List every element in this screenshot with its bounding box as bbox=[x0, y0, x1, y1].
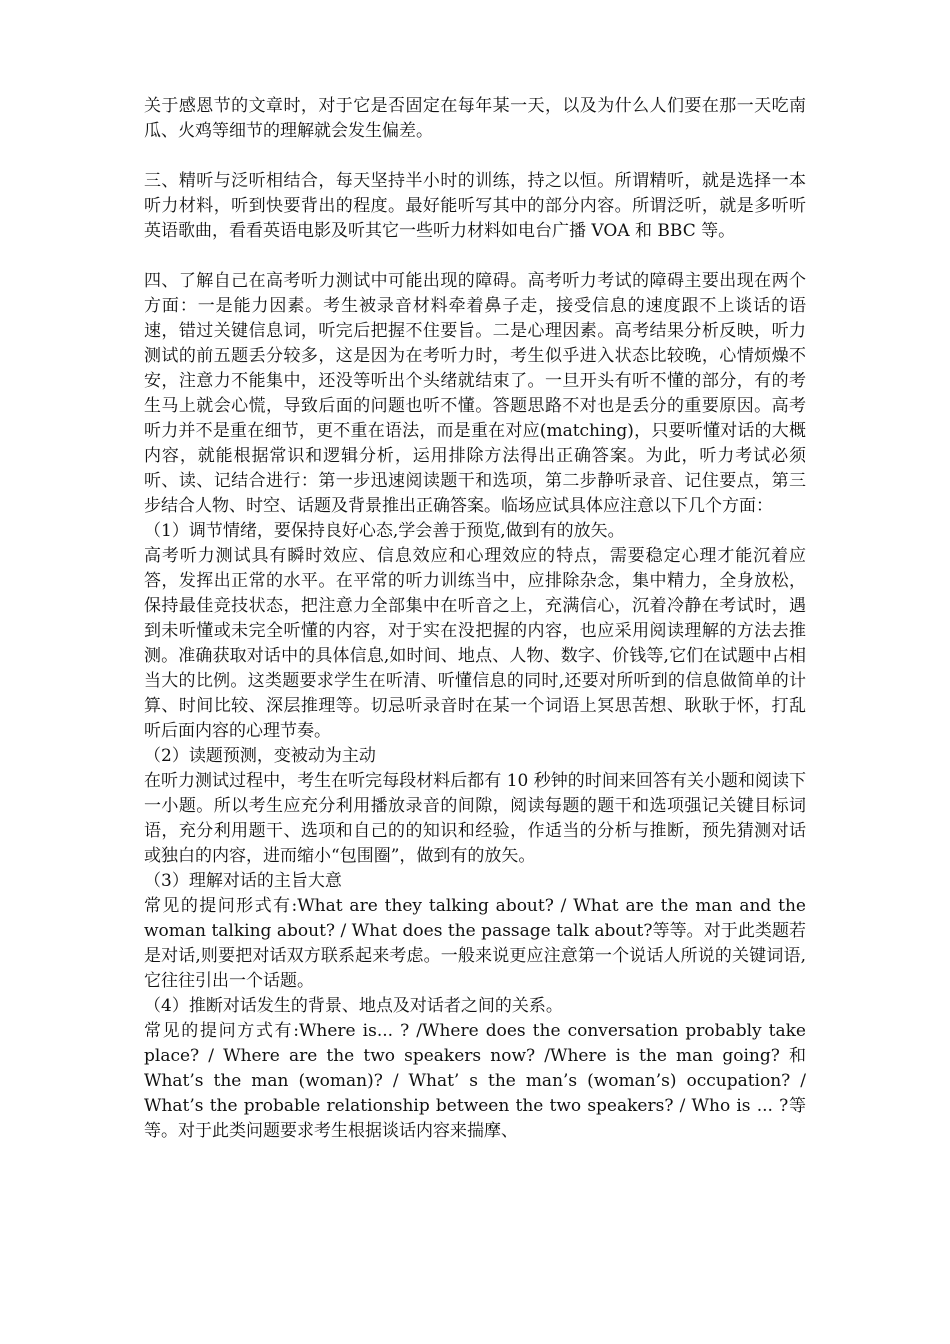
item-3-heading: （3）理解对话的主旨大意 bbox=[144, 871, 342, 891]
item-3-body: 常见的提问形式有:What are they talking about? / What are the man and the woman talking about? / What does the passage talk about?等等。对于此类题若是对话,则要把对话双方联系起来考虑。一般来说更应注意第一个说话人所说的关键词语,它往往引出一个话题。 bbox=[144, 896, 806, 991]
paragraph-section-three: 三、精听与泛听相结合，每天坚持半小时的训练，持之以恒。所谓精听，就是选择一本听力材料，听到快要背出的程度。最好能听写其中的部分内容。所谓泛听，就是多听听英语歌曲，看看英语电影及听其它一些听力材料如电台广播 VOA 和 BBC 等。 bbox=[144, 171, 806, 241]
paragraph-section-four: 四、了解自己在高考听力测试中可能出现的障碍。高考听力考试的障碍主要出现在两个方面：一是能力因素。考生被录音材料牵着鼻子走，接受信息的速度跟不上谈话的语速，错过关键信息词，听完后把握不住要旨。二是心理因素。高考结果分析反映，听力测试的前五题丢分较多，这是因为在考听力时，考生似乎进入状态比较晚，心情烦燥不安，注意力不能集中，还没等听出个头绪就结束了。一旦开头有听不懂的部分，有的考生马上就会心慌，导致后面的问题也听不懂。答题思路不对也是丢分的重要原因。高考听力并不是重在细节，更不重在语法，而是重在对应(matching)，只要听懂对话的大概内容，就能根据常识和逻辑分析，运用排除方法得出正确答案。为此，听力考试必须听、读、记结合进行：第一步迅速阅读题干和选项，第二步静听录音、记住要点，第三步结合人物、时空、话题及背景推出正确答案。临场应试具体应注意以下几个方面： bbox=[144, 271, 806, 516]
paragraph-intro: 关于感恩节的文章时，对于它是否固定在每年某一天，以及为什么人们要在那一天吃南瓜、火鸡等细节的理解就会发生偏差。 bbox=[144, 96, 806, 141]
item-1-body: 高考听力测试具有瞬时效应、信息效应和心理效应的特点，需要稳定心理才能沉着应答，发挥出正常的水平。在平常的听力训练当中，应排除杂念，集中精力，全身放松，保持最佳竞技状态，把注意力全部集中在听音之上，充满信心，沉着冷静在考试时，遇到未听懂或未完全听懂的内容，对于实在没把握的内容，也应采用阅读理解的方法去推测。准确获取对话中的具体信息,如时间、地点、人物、数字、价钱等,它们在试题中占相当大的比例。这类题要求学生在听清、听懂信息的同时,还要对所听到的信息做简单的计算、时间比较、深层推理等。切忌听录音时在某一个词语上冥思苦想、耿耿于怀，打乱听后面内容的心理节奏。 bbox=[144, 546, 806, 741]
item-1-heading: （1）调节情绪，要保持良好心态,学会善于预览,做到有的放矢。 bbox=[144, 521, 625, 541]
document-body bbox=[144, 94, 806, 1144]
paragraph-gap bbox=[144, 244, 806, 269]
item-2-body: 在听力测试过程中，考生在听完每段材料后都有 10 秒钟的时间来回答有关小题和阅读下一小题。所以考生应充分利用播放录音的间隙，阅读每题的题干和选项强记关键目标词语，充分利用题干、选项和自己的的知识和经验，作适当的分析与推断，预先猜测对话或独白的内容，进而缩小“包围圈”，做到有的放矢。 bbox=[144, 771, 806, 866]
paragraph-gap bbox=[144, 144, 806, 169]
item-4-heading: （4）推断对话发生的背景、地点及对话者之间的关系。 bbox=[144, 996, 563, 1016]
item-2-heading: （2）读题预测，变被动为主动 bbox=[144, 746, 376, 766]
item-4-body: 常见的提问方式有:Where is... ? /Where does the conversation probably take place? / Where are the two speakers now? /Where is the man going? 和 What’s the man (woman)? / What’ s the man’s (woman’s) occupation? / What’s the probable relationship between the two speakers? / Who is ... ?等等。对于此类问题要求考生根据谈话内容来揣摩、 bbox=[144, 1021, 806, 1141]
